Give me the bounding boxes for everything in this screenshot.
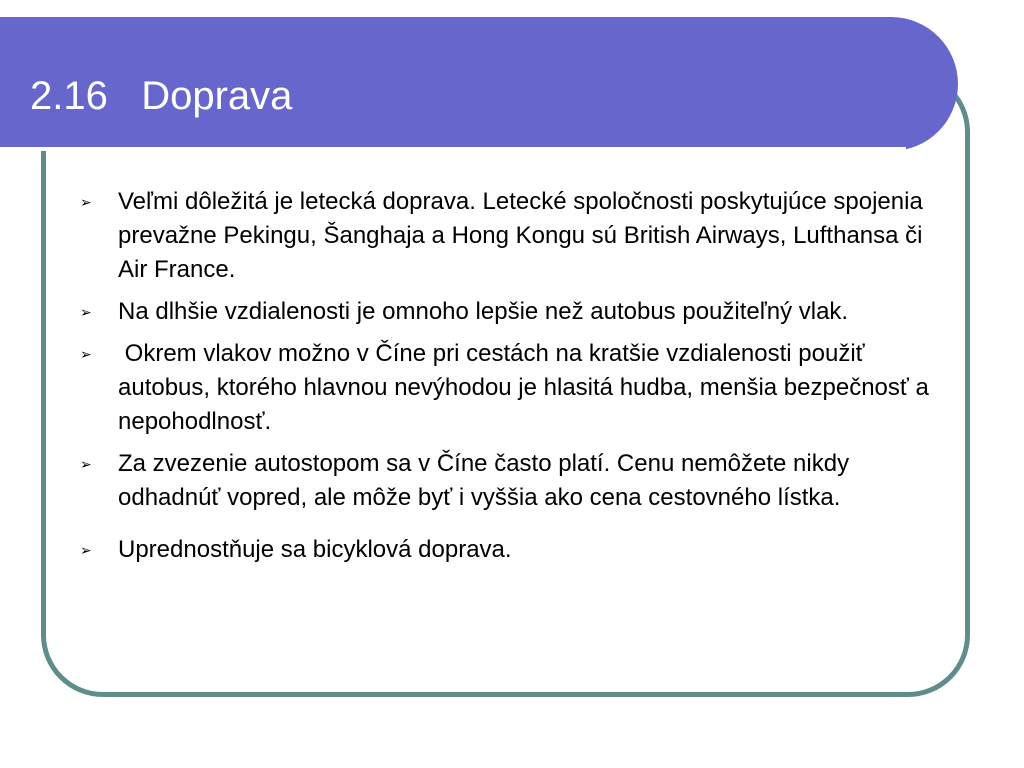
arrowhead-bullet-icon: ➢ (80, 346, 92, 362)
bullet-text: Okrem vlakov možno v Číne pri cestách na kratšie vzdialenosti použiť autobus, ktorého hlavnou nevýhodou je hlasitá hudba, menšia bezpečnosť a nepohodlnosť. (118, 340, 936, 435)
arrowhead-bullet-icon: ➢ (80, 304, 92, 320)
title-underline (0, 147, 906, 151)
bullet-item-air-transport (80, 185, 950, 287)
bullet-text: Za zvezenie autostopom sa v Číne často platí. Cenu nemôžete nikdy odhadnúť vopred, ale môže byť i vyššia ako cena cestovného lístka. (118, 450, 856, 511)
bullet-text: Uprednostňuje sa bicyklová doprava. (118, 536, 512, 563)
arrowhead-bullet-icon: ➢ (80, 194, 92, 210)
bullet-item-bus (80, 337, 950, 439)
bullet-text: Veľmi dôležitá je letecká doprava. Letecké spoločnosti poskytujúce spojenia prevažne Pekingu, Šanghaja a Hong Kongu sú British Airways, Lufthansa či Air France. (118, 188, 930, 283)
arrowhead-bullet-icon: ➢ (80, 456, 92, 472)
bullet-item-bicycle (80, 533, 950, 567)
bullet-item-hitchhiking (80, 447, 950, 515)
slide-title: 2.16 Doprava (30, 74, 293, 118)
title-bar (0, 17, 958, 151)
bullet-list (80, 185, 950, 575)
bullet-item-train (80, 295, 950, 329)
bullet-text: Na dlhšie vzdialenosti je omnoho lepšie než autobus použiteľný vlak. (118, 298, 849, 325)
arrowhead-bullet-icon: ➢ (80, 542, 92, 558)
